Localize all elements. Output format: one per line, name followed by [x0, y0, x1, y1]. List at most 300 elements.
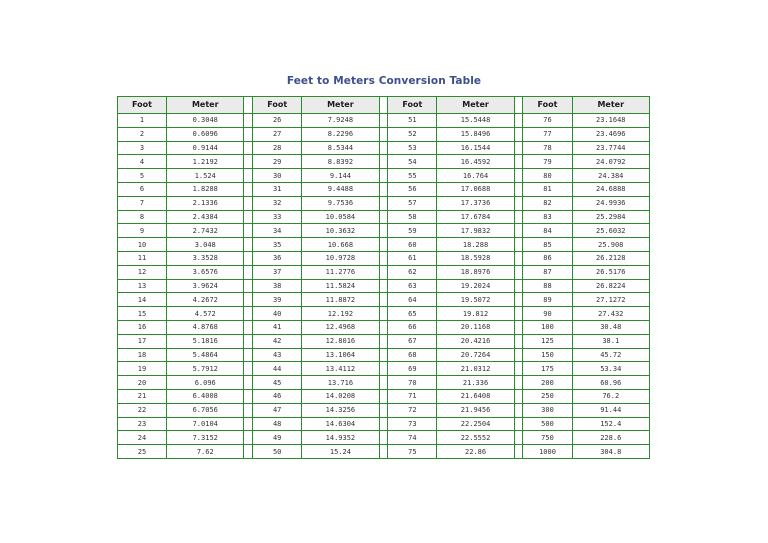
column-spacer — [514, 127, 523, 141]
column-spacer — [514, 279, 523, 293]
table-row — [118, 389, 650, 403]
column-spacer — [514, 293, 523, 307]
foot-cell: 62 — [388, 265, 437, 279]
foot-cell: 27 — [253, 127, 302, 141]
column-spacer — [244, 169, 253, 183]
column-spacer — [514, 403, 523, 417]
column-spacer — [379, 182, 388, 196]
column-spacer — [244, 293, 253, 307]
meter-cell: 9.144 — [302, 169, 379, 183]
meter-cell: 21.6408 — [437, 389, 514, 403]
meter-cell: 30.48 — [572, 320, 649, 334]
column-spacer — [244, 362, 253, 376]
meter-cell: 25.2984 — [572, 210, 649, 224]
foot-cell: 12 — [118, 265, 167, 279]
foot-cell: 20 — [118, 376, 167, 390]
meter-column-header: Meter — [302, 97, 379, 114]
column-spacer — [379, 210, 388, 224]
column-spacer — [514, 238, 523, 252]
foot-cell: 250 — [523, 389, 572, 403]
meter-cell: 8.2296 — [302, 127, 379, 141]
column-spacer — [379, 251, 388, 265]
foot-cell: 32 — [253, 196, 302, 210]
foot-column-header: Foot — [388, 97, 437, 114]
meter-cell: 91.44 — [572, 403, 649, 417]
foot-cell: 40 — [253, 307, 302, 321]
table-row — [118, 196, 650, 210]
meter-cell: 12.192 — [302, 307, 379, 321]
column-spacer — [379, 265, 388, 279]
foot-cell: 58 — [388, 210, 437, 224]
foot-cell: 26 — [253, 114, 302, 128]
foot-cell: 65 — [388, 307, 437, 321]
meter-cell: 10.0584 — [302, 210, 379, 224]
column-spacer — [379, 141, 388, 155]
meter-cell: 152.4 — [572, 417, 649, 431]
foot-cell: 30 — [253, 169, 302, 183]
meter-cell: 17.6784 — [437, 210, 514, 224]
foot-cell: 71 — [388, 389, 437, 403]
meter-cell: 3.6576 — [167, 265, 244, 279]
foot-cell: 10 — [118, 238, 167, 252]
foot-cell: 60 — [388, 238, 437, 252]
foot-cell: 56 — [388, 182, 437, 196]
column-spacer — [379, 238, 388, 252]
meter-cell: 22.2504 — [437, 417, 514, 431]
meter-cell: 6.096 — [167, 376, 244, 390]
table-row — [118, 293, 650, 307]
foot-cell: 66 — [388, 320, 437, 334]
meter-cell: 1.2192 — [167, 155, 244, 169]
meter-cell: 21.336 — [437, 376, 514, 390]
meter-cell: 18.288 — [437, 238, 514, 252]
meter-cell: 19.2024 — [437, 279, 514, 293]
meter-cell: 10.3632 — [302, 224, 379, 238]
column-spacer — [379, 403, 388, 417]
column-spacer — [514, 251, 523, 265]
foot-cell: 52 — [388, 127, 437, 141]
foot-cell: 8 — [118, 210, 167, 224]
table-row — [118, 265, 650, 279]
foot-cell: 7 — [118, 196, 167, 210]
foot-cell: 11 — [118, 251, 167, 265]
meter-cell: 17.3736 — [437, 196, 514, 210]
foot-column-header: Foot — [253, 97, 302, 114]
column-spacer — [244, 114, 253, 128]
meter-cell: 6.4008 — [167, 389, 244, 403]
column-spacer — [379, 127, 388, 141]
column-spacer — [514, 334, 523, 348]
meter-cell: 12.8016 — [302, 334, 379, 348]
foot-cell: 17 — [118, 334, 167, 348]
foot-cell: 31 — [253, 182, 302, 196]
table-row — [118, 155, 650, 169]
meter-cell: 25.6032 — [572, 224, 649, 238]
meter-cell: 24.6888 — [572, 182, 649, 196]
table-row — [118, 224, 650, 238]
meter-cell: 3.9624 — [167, 279, 244, 293]
column-spacer — [244, 431, 253, 445]
meter-cell: 11.2776 — [302, 265, 379, 279]
meter-cell: 27.1272 — [572, 293, 649, 307]
foot-cell: 79 — [523, 155, 572, 169]
column-spacer — [514, 445, 523, 459]
meter-cell: 24.9936 — [572, 196, 649, 210]
meter-cell: 19.812 — [437, 307, 514, 321]
meter-cell: 24.0792 — [572, 155, 649, 169]
meter-cell: 23.1648 — [572, 114, 649, 128]
meter-cell: 23.4696 — [572, 127, 649, 141]
meter-cell: 11.5824 — [302, 279, 379, 293]
column-spacer — [379, 417, 388, 431]
meter-cell: 4.2672 — [167, 293, 244, 307]
foot-cell: 88 — [523, 279, 572, 293]
column-spacer — [244, 196, 253, 210]
column-spacer — [514, 265, 523, 279]
column-spacer — [244, 97, 253, 114]
column-spacer — [514, 348, 523, 362]
meter-cell: 6.7056 — [167, 403, 244, 417]
column-spacer — [244, 348, 253, 362]
foot-cell: 80 — [523, 169, 572, 183]
foot-cell: 50 — [253, 445, 302, 459]
foot-cell: 23 — [118, 417, 167, 431]
meter-cell: 20.7264 — [437, 348, 514, 362]
column-spacer — [514, 182, 523, 196]
meter-cell: 26.5176 — [572, 265, 649, 279]
meter-cell: 13.1064 — [302, 348, 379, 362]
foot-cell: 28 — [253, 141, 302, 155]
header-row — [118, 97, 650, 114]
foot-cell: 29 — [253, 155, 302, 169]
meter-cell: 7.3152 — [167, 431, 244, 445]
meter-cell: 3.3528 — [167, 251, 244, 265]
foot-cell: 37 — [253, 265, 302, 279]
foot-cell: 77 — [523, 127, 572, 141]
foot-cell: 44 — [253, 362, 302, 376]
meter-cell: 13.716 — [302, 376, 379, 390]
foot-cell: 16 — [118, 320, 167, 334]
column-spacer — [244, 279, 253, 293]
meter-cell: 13.4112 — [302, 362, 379, 376]
table-row — [118, 376, 650, 390]
column-spacer — [379, 279, 388, 293]
column-spacer — [244, 320, 253, 334]
foot-cell: 4 — [118, 155, 167, 169]
foot-cell: 51 — [388, 114, 437, 128]
column-spacer — [244, 182, 253, 196]
meter-cell: 14.9352 — [302, 431, 379, 445]
foot-cell: 54 — [388, 155, 437, 169]
table-row — [118, 334, 650, 348]
column-spacer — [244, 389, 253, 403]
column-spacer — [514, 224, 523, 238]
meter-cell: 11.8872 — [302, 293, 379, 307]
foot-cell: 300 — [523, 403, 572, 417]
meter-cell: 26.2128 — [572, 251, 649, 265]
foot-cell: 34 — [253, 224, 302, 238]
meter-cell: 22.86 — [437, 445, 514, 459]
foot-cell: 15 — [118, 307, 167, 321]
foot-cell: 35 — [253, 238, 302, 252]
column-spacer — [244, 155, 253, 169]
meter-cell: 60.96 — [572, 376, 649, 390]
page-title: Feet to Meters Conversion Table — [286, 75, 482, 87]
meter-cell: 18.8976 — [437, 265, 514, 279]
meter-cell: 20.4216 — [437, 334, 514, 348]
foot-cell: 21 — [118, 389, 167, 403]
column-spacer — [514, 389, 523, 403]
foot-cell: 63 — [388, 279, 437, 293]
column-spacer — [379, 97, 388, 114]
column-spacer — [379, 334, 388, 348]
foot-cell: 73 — [388, 417, 437, 431]
column-spacer — [379, 362, 388, 376]
meter-cell: 2.4384 — [167, 210, 244, 224]
foot-cell: 13 — [118, 279, 167, 293]
foot-cell: 100 — [523, 320, 572, 334]
meter-cell: 2.1336 — [167, 196, 244, 210]
meter-cell: 5.1816 — [167, 334, 244, 348]
foot-cell: 2 — [118, 127, 167, 141]
meter-cell: 21.0312 — [437, 362, 514, 376]
foot-cell: 61 — [388, 251, 437, 265]
foot-cell: 68 — [388, 348, 437, 362]
meter-cell: 16.4592 — [437, 155, 514, 169]
meter-cell: 10.9728 — [302, 251, 379, 265]
foot-cell: 9 — [118, 224, 167, 238]
column-spacer — [379, 169, 388, 183]
column-spacer — [244, 265, 253, 279]
meter-cell: 26.8224 — [572, 279, 649, 293]
column-spacer — [379, 114, 388, 128]
foot-cell: 500 — [523, 417, 572, 431]
foot-cell: 3 — [118, 141, 167, 155]
foot-cell: 85 — [523, 238, 572, 252]
column-spacer — [514, 97, 523, 114]
foot-cell: 57 — [388, 196, 437, 210]
foot-cell: 46 — [253, 389, 302, 403]
meter-cell: 45.72 — [572, 348, 649, 362]
conversion-table — [117, 96, 650, 459]
meter-cell: 27.432 — [572, 307, 649, 321]
meter-column-header: Meter — [437, 97, 514, 114]
foot-cell: 22 — [118, 403, 167, 417]
meter-cell: 20.1168 — [437, 320, 514, 334]
foot-cell: 86 — [523, 251, 572, 265]
meter-cell: 53.34 — [572, 362, 649, 376]
foot-cell: 49 — [253, 431, 302, 445]
foot-cell: 67 — [388, 334, 437, 348]
meter-cell: 1.524 — [167, 169, 244, 183]
foot-cell: 33 — [253, 210, 302, 224]
column-spacer — [514, 196, 523, 210]
column-spacer — [244, 141, 253, 155]
meter-cell: 1.8288 — [167, 182, 244, 196]
column-spacer — [379, 445, 388, 459]
table-row — [118, 348, 650, 362]
foot-cell: 41 — [253, 320, 302, 334]
column-spacer — [514, 417, 523, 431]
foot-cell: 47 — [253, 403, 302, 417]
column-spacer — [244, 224, 253, 238]
column-spacer — [244, 334, 253, 348]
meter-cell: 18.5928 — [437, 251, 514, 265]
column-spacer — [244, 127, 253, 141]
table-row — [118, 127, 650, 141]
column-spacer — [379, 320, 388, 334]
foot-cell: 64 — [388, 293, 437, 307]
meter-cell: 15.24 — [302, 445, 379, 459]
column-spacer — [514, 307, 523, 321]
foot-cell: 750 — [523, 431, 572, 445]
table-row — [118, 238, 650, 252]
column-spacer — [514, 210, 523, 224]
meter-cell: 5.4864 — [167, 348, 244, 362]
column-spacer — [244, 403, 253, 417]
foot-cell: 78 — [523, 141, 572, 155]
column-spacer — [379, 293, 388, 307]
meter-cell: 19.5072 — [437, 293, 514, 307]
foot-cell: 83 — [523, 210, 572, 224]
table-row — [118, 169, 650, 183]
foot-cell: 55 — [388, 169, 437, 183]
meter-cell: 7.9248 — [302, 114, 379, 128]
foot-cell: 25 — [118, 445, 167, 459]
meter-cell: 10.668 — [302, 238, 379, 252]
meter-cell: 17.9832 — [437, 224, 514, 238]
column-spacer — [514, 376, 523, 390]
table-row — [118, 307, 650, 321]
meter-cell: 14.6304 — [302, 417, 379, 431]
column-spacer — [244, 307, 253, 321]
foot-cell: 48 — [253, 417, 302, 431]
column-spacer — [379, 155, 388, 169]
foot-cell: 84 — [523, 224, 572, 238]
table-row — [118, 362, 650, 376]
foot-cell: 76 — [523, 114, 572, 128]
meter-cell: 4.572 — [167, 307, 244, 321]
meter-cell: 17.0688 — [437, 182, 514, 196]
meter-cell: 228.6 — [572, 431, 649, 445]
meter-column-header: Meter — [167, 97, 244, 114]
meter-cell: 22.5552 — [437, 431, 514, 445]
column-spacer — [379, 196, 388, 210]
meter-cell: 4.8768 — [167, 320, 244, 334]
meter-cell: 38.1 — [572, 334, 649, 348]
meter-cell: 12.4968 — [302, 320, 379, 334]
foot-cell: 87 — [523, 265, 572, 279]
meter-cell: 8.5344 — [302, 141, 379, 155]
column-spacer — [379, 389, 388, 403]
foot-cell: 175 — [523, 362, 572, 376]
foot-cell: 59 — [388, 224, 437, 238]
column-spacer — [514, 431, 523, 445]
meter-cell: 304.8 — [572, 445, 649, 459]
meter-cell: 8.8392 — [302, 155, 379, 169]
table-row — [118, 403, 650, 417]
foot-cell: 43 — [253, 348, 302, 362]
meter-cell: 15.5448 — [437, 114, 514, 128]
foot-cell: 150 — [523, 348, 572, 362]
foot-cell: 75 — [388, 445, 437, 459]
foot-cell: 74 — [388, 431, 437, 445]
meter-cell: 3.048 — [167, 238, 244, 252]
foot-column-header: Foot — [523, 97, 572, 114]
meter-cell: 14.3256 — [302, 403, 379, 417]
column-spacer — [514, 155, 523, 169]
column-spacer — [514, 320, 523, 334]
table-row — [118, 320, 650, 334]
meter-cell: 7.62 — [167, 445, 244, 459]
table-row — [118, 251, 650, 265]
foot-cell: 69 — [388, 362, 437, 376]
foot-cell: 36 — [253, 251, 302, 265]
foot-cell: 1 — [118, 114, 167, 128]
foot-cell: 38 — [253, 279, 302, 293]
foot-cell: 6 — [118, 182, 167, 196]
column-spacer — [379, 224, 388, 238]
column-spacer — [379, 431, 388, 445]
meter-cell: 0.6096 — [167, 127, 244, 141]
column-spacer — [244, 445, 253, 459]
column-spacer — [244, 376, 253, 390]
column-spacer — [514, 169, 523, 183]
table-row — [118, 210, 650, 224]
foot-column-header: Foot — [118, 97, 167, 114]
foot-cell: 90 — [523, 307, 572, 321]
foot-cell: 82 — [523, 196, 572, 210]
table-row — [118, 417, 650, 431]
column-spacer — [379, 376, 388, 390]
meter-cell: 16.764 — [437, 169, 514, 183]
column-spacer — [514, 141, 523, 155]
meter-cell: 9.7536 — [302, 196, 379, 210]
table-row — [118, 445, 650, 459]
foot-cell: 14 — [118, 293, 167, 307]
column-spacer — [244, 210, 253, 224]
foot-cell: 89 — [523, 293, 572, 307]
table-row — [118, 114, 650, 128]
meter-cell: 9.4488 — [302, 182, 379, 196]
foot-cell: 81 — [523, 182, 572, 196]
table-row — [118, 279, 650, 293]
table-row — [118, 431, 650, 445]
meter-cell: 15.8496 — [437, 127, 514, 141]
meter-cell: 0.9144 — [167, 141, 244, 155]
meter-cell: 76.2 — [572, 389, 649, 403]
meter-cell: 7.0104 — [167, 417, 244, 431]
foot-cell: 18 — [118, 348, 167, 362]
column-spacer — [514, 114, 523, 128]
column-spacer — [244, 251, 253, 265]
column-spacer — [514, 362, 523, 376]
column-spacer — [379, 307, 388, 321]
meter-cell: 5.7912 — [167, 362, 244, 376]
meter-cell: 25.908 — [572, 238, 649, 252]
foot-cell: 53 — [388, 141, 437, 155]
column-spacer — [379, 348, 388, 362]
foot-cell: 5 — [118, 169, 167, 183]
foot-cell: 19 — [118, 362, 167, 376]
table-row — [118, 141, 650, 155]
meter-cell: 21.9456 — [437, 403, 514, 417]
foot-cell: 125 — [523, 334, 572, 348]
foot-cell: 39 — [253, 293, 302, 307]
meter-cell: 24.384 — [572, 169, 649, 183]
foot-cell: 42 — [253, 334, 302, 348]
meter-column-header: Meter — [572, 97, 649, 114]
